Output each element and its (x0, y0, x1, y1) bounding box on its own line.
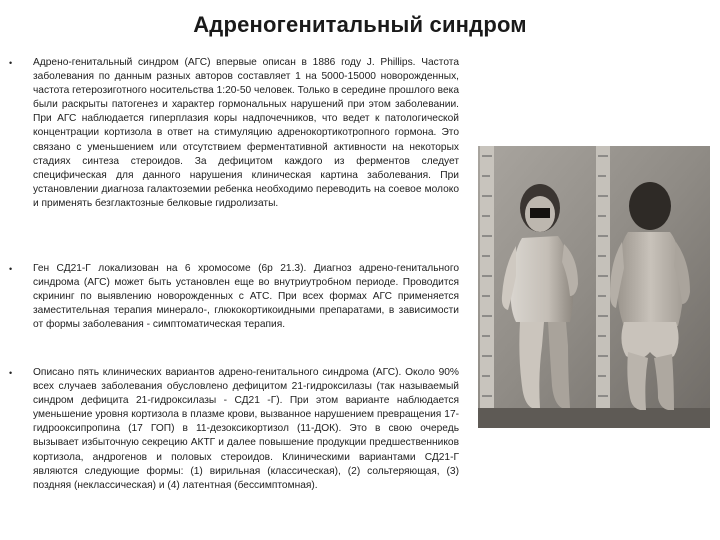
slide-title: Адреногенитальный синдром (193, 12, 527, 37)
bullet-marker: • (9, 264, 13, 274)
clinical-photo (478, 146, 710, 428)
bullet-paragraph-history: Адрено-генитальный синдром (АГС) впервые описан в 1886 году J. Phillips. Частота заболевания по данным разных авторов составляет 1 на 5000-15000 новорожденных, частота гетерозиготного носительства 1:20-50 человек. Только в середине прошлого века были раскрыты патогенез и характер гормональных нарушений при этом заболевании. При АГС наблюдается гиперплазия коры надпочечников, что ведет к патологической концентрации кортизола в ответ на стимуляцию адренокортикотропного гормона. Это связано с уменьшением или отсутствием ферментативной активности на некоторых стадиях синтеза стероидов. За дефицитом каждого из ферментов следует специфическая для данного нарушения клиническая картина заболевания. При установлении диагноза галактоземии ребенка необходимо переводить на соевое молоко и применять безглактозные белковые гидролизаты. (33, 57, 459, 209)
height-scale-left (480, 146, 494, 428)
bullet-paragraph-variants: Описано пять клинических вариантов адрено-генитального синдрома (АГС). Около 90% всех случаев заболевания обусловлено дефицитом 21-гидроксилазы (так называемый синдром дефицита 21-гидроксилазы - СД21 -Г). При этом варианте наблюдается уменьшение уровня кортизола в плазме крови, вызванное нарушением превращения 17-гидрооксипропина (17 ГОП) в 11-дезоксикортизол (11-ДОК). Это в свою очередь вызывает избыточную секрецию АКТГ и далее повышение продукции предшественников кортизола, андрогенов и половых стероидов. Клиническими вариантами СД21-Г являются следующие формы: (1) вирильная (классическая), (2) сольтеряющая, (3) поздняя (неклассическая) и (4) латентная (бессимптомная). (33, 367, 459, 491)
bullet-paragraph-gene: Ген СД21-Г локализован на 6 хромосоме (6р 21.3). Диагноз адрено-генитального синдрома (АГС) может быть установлен еще во внутриутробном периоде. Проводится скрининг по выявлению новорожденных с АТС. При всех формах АГС применяется заместительная терапия минерало-, глюкокортикоидными препаратами, в зависимости от формы заболевания - симптоматическая терапия. (33, 263, 459, 331)
clinical-photo-icon (478, 146, 710, 428)
bullet-marker: • (9, 58, 13, 68)
bullet-marker: • (9, 368, 13, 378)
height-scale-right (596, 146, 610, 428)
floor (478, 408, 710, 428)
